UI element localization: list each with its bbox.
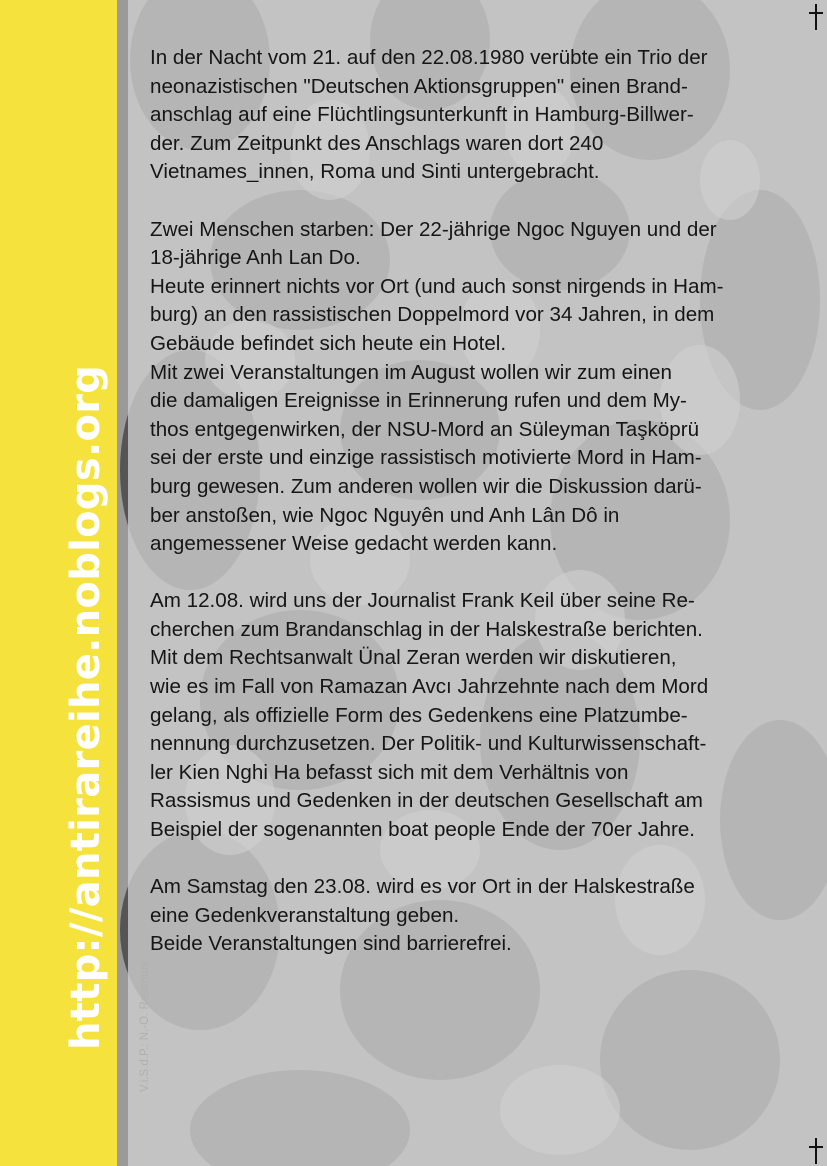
crop-mark-top-icon [809, 4, 823, 30]
text-line: anschlag auf eine Flüchtlingsunterkunft in Hamburg-Billwer- [150, 103, 694, 127]
text-line: eine Gedenkveranstaltung geben. [150, 903, 460, 927]
crop-mark-bottom-icon [809, 1138, 823, 1164]
text-line: Gebäude befindet sich heute ein Hotel. [150, 331, 507, 355]
text-line: Beide Veranstaltungen sind barrierefrei. [150, 932, 512, 956]
text-line: nennung durchzusetzen. Der Politik- und Kulturwissenschaft- [150, 732, 707, 756]
text-line: In der Nacht vom 21. auf den 22.08.1980 verübte ein Trio der [150, 46, 708, 69]
body-text [150, 44, 818, 988]
paragraph-events [150, 587, 818, 844]
text-line: gelang, als offizielle Form des Gedenkens eine Platzumbe- [150, 703, 688, 727]
text-line: angemessener Weise gedacht werden kann. [150, 532, 558, 556]
text-line: Mit dem Rechtsanwalt Ünal Zeran werden wir diskutieren, [150, 646, 677, 670]
text-line: Heute erinnert nichts vor Ort (und auch sonst nirgends in Ham- [150, 274, 724, 298]
paragraph-victims [150, 216, 818, 559]
text-line: die damaligen Ereignisse in Erinnerung rufen und dem My- [150, 389, 687, 413]
text-line: burg) an den rassistischen Doppelmord vor 34 Jahren, in dem [150, 303, 715, 327]
text-line: Am Samstag den 23.08. wird es vor Ort in der Halskestraße [150, 875, 695, 899]
text-line: Mit zwei Veranstaltungen im August wollen wir zum einen [150, 360, 672, 384]
text-line: Zwei Menschen starben: Der 22-jährige Ngoc Nguyen und der [150, 217, 717, 241]
paragraph-intro [150, 44, 818, 187]
text-line: thos entgegenwirken, der NSU-Mord an Süleyman Taşköprü [150, 417, 700, 441]
text-line: Vietnames_innen, Roma und Sinti untergebracht. [150, 160, 600, 184]
text-line: neonazistischen "Deutschen Aktionsgruppen" einen Brand- [150, 74, 688, 98]
text-line: Beispiel der sogenannten boat people Ende der 70er Jahre. [150, 818, 695, 842]
text-line: Am 12.08. wird uns der Journalist Frank Keil über seine Re- [150, 589, 695, 613]
text-line: burg gewesen. Zum anderen wollen wir die Diskussion darü- [150, 474, 702, 498]
text-line: wie es im Fall von Ramazan Avcı Jahrzehnte nach dem Mord [150, 675, 709, 699]
paragraph-memorial [150, 873, 818, 959]
text-line: cherchen zum Brandanschlag in der Halskestraße berichten. [150, 617, 703, 641]
text-line: Rassismus und Gedenken in der deutschen Gesellschaft am [150, 789, 703, 813]
text-line: ber anstoßen, wie Ngoc Nguyên und Anh Lân Dô in [150, 503, 620, 527]
text-line: ler Kien Nghi Ha befasst sich mit dem Verhältnis von [150, 760, 629, 784]
text-line: sei der erste und einzige rassistisch motivierte Mord in Ham- [150, 446, 702, 470]
text-line: der. Zum Zeitpunkt des Anschlags waren dort 240 [150, 131, 604, 155]
text-line: 18-jährige Anh Lan Do. [150, 246, 361, 270]
website-url: http://antirareihe.noblogs.org [63, 364, 109, 1050]
